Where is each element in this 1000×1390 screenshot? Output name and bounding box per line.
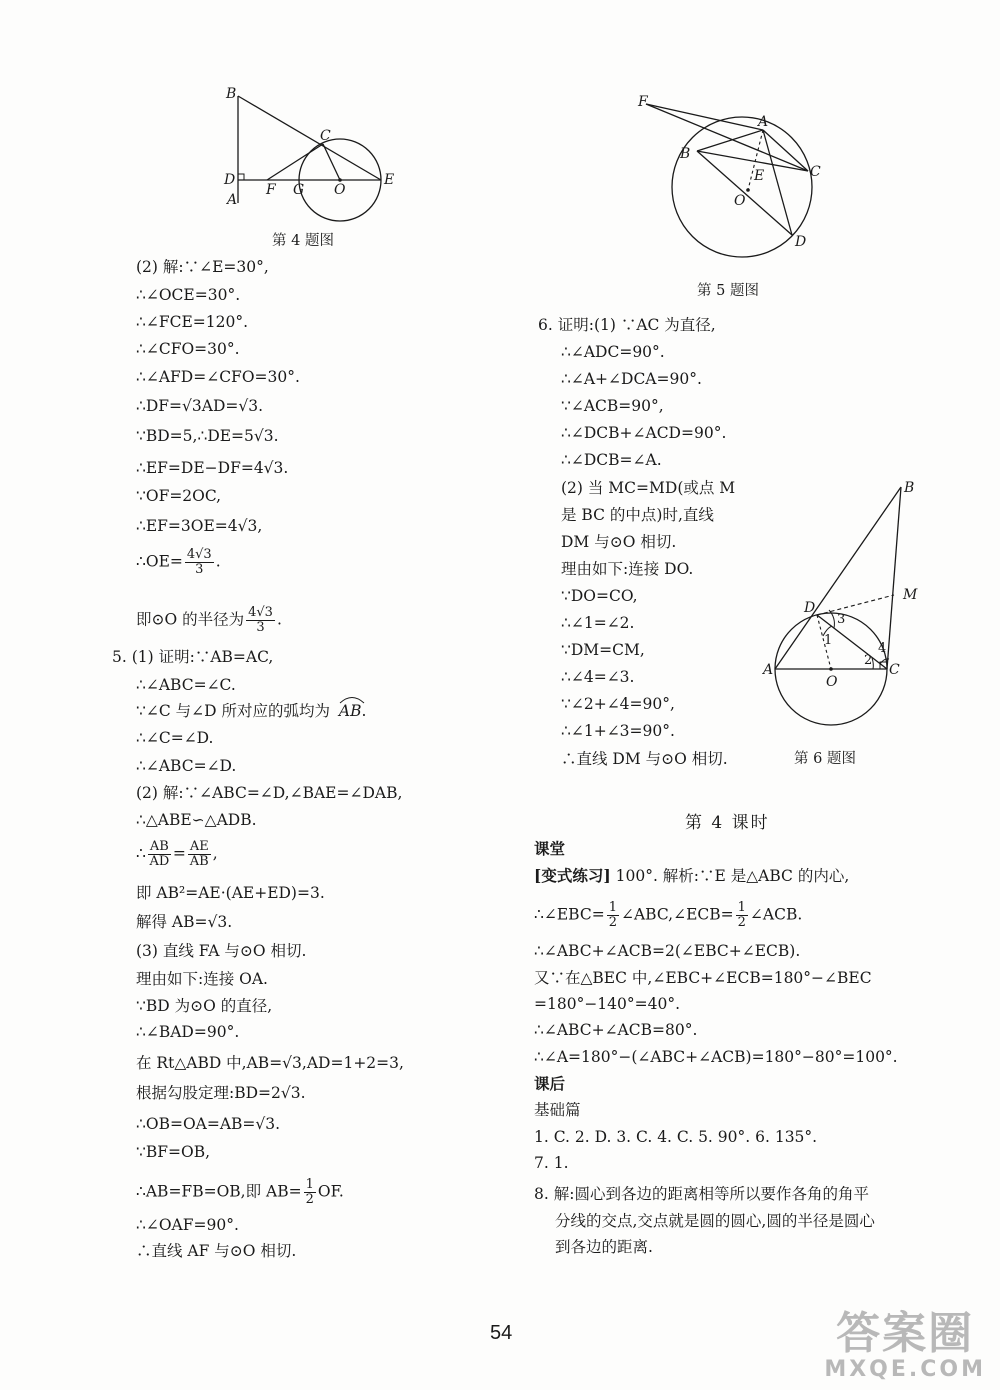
text-line: ∴∠ABC=∠D. [136, 757, 237, 775]
label-O: O [734, 193, 746, 209]
text-line: 6. 证明:(1) ∵AC 为直径, [538, 316, 716, 334]
label-F: F [266, 182, 276, 198]
text-line: ∴∠BAD=90°. [136, 1023, 240, 1041]
label-O: O [334, 182, 346, 198]
text-line: ∴EF=3OE=4√3, [136, 517, 263, 535]
text-line: ∴∠4=∠3. [561, 668, 635, 686]
text-line: 理由如下:连接 DO. [561, 560, 694, 578]
text-line: 解得 AB=√3. [136, 913, 233, 931]
answer-line: 8. 解:圆心到各边的距离相等所以要作各角的角平 [534, 1185, 869, 1203]
text-line: ∴∠ADC=90°. [561, 343, 665, 361]
text-line: ∴OB=OA=AB=√3. [136, 1115, 281, 1133]
angle-3: 3 [837, 612, 846, 627]
watermark [824, 1297, 986, 1382]
label-A: A [758, 114, 769, 130]
figure-5-diagram [630, 92, 830, 262]
text-line: ∴∠DCB=∠A. [561, 451, 662, 469]
text-line: ∴∠1+∠3=90°. [561, 722, 675, 740]
text-line: ∴∠AFD=∠CFO=30°. [136, 368, 300, 386]
label-M: M [903, 587, 918, 603]
text-line: ∴∠A+∠DCA=90°. [561, 370, 702, 388]
text-line: ∴∠A=180°−(∠ABC+∠ACB)=180°−80°=100°. [534, 1048, 898, 1066]
class-label: 课堂 [534, 839, 566, 858]
text-line: ∴∠FCE=120°. [136, 313, 249, 331]
arc-line: ∵∠C 与∠D 所对应的弧均为 AB. [136, 701, 366, 721]
ratio-equation: ∴ $\frac{AB}{AD}$ = $\frac{AE}{AB}$ , [136, 839, 218, 869]
oe-equation: ∴OE= $\frac{4√3}{3}$ . [136, 547, 221, 577]
label-F: F [638, 94, 648, 110]
answer-line: 分线的交点,交点就是圆的圆心,圆的半径是圆心 [555, 1212, 875, 1230]
figure-5-caption: 第 5 题图 [697, 283, 759, 299]
text-line: 5. (1) 证明:∵AB=AC, [112, 648, 274, 666]
basic-label: 基础篇 [534, 1101, 581, 1119]
label-O: O [826, 674, 838, 690]
text-line: ∴∠DCB+∠ACD=90°. [561, 424, 727, 442]
label-C: C [889, 662, 900, 678]
text-line: ∴直线 DM 与⊙O 相切. [561, 750, 728, 768]
text-line: 根据勾股定理:BD=2√3. [136, 1084, 306, 1102]
label-A: A [763, 662, 774, 678]
angle-4: 4 [878, 641, 887, 656]
label-E: E [384, 172, 395, 188]
page-number: 54 [490, 1322, 513, 1344]
watermark-logo: 答案圈 [836, 1308, 975, 1359]
answer-line: 7. 1. [534, 1154, 569, 1172]
text-line: (2) 解:∵∠ABC=∠D,∠BAE=∠DAB, [136, 784, 403, 802]
text-line: ∴∠CFO=30°. [136, 340, 240, 358]
half-equation: ∴AB=FB=OB,即 AB= $\frac{1}{2}$ OF. [136, 1177, 344, 1207]
label-G: G [293, 182, 305, 198]
angle-2: 2 [864, 653, 873, 668]
text-line: ∵DO=CO, [561, 587, 638, 605]
label-C: C [320, 128, 331, 144]
answer-line: 1. C. 2. D. 3. C. 4. C. 5. 90°. 6. 135°. [534, 1128, 818, 1146]
text-line: (2) 当 MC=MD(或点 M [561, 479, 736, 497]
text-line: ∴EF=DE−DF=4√3. [136, 459, 289, 477]
label-B: B [680, 146, 691, 162]
answer-line: 到各边的距离. [555, 1238, 653, 1256]
text-line: 是 BC 的中点)时,直线 [561, 506, 714, 524]
label-C: C [810, 164, 821, 180]
figure-6-caption: 第 6 题图 [794, 751, 856, 767]
label-D: D [804, 600, 816, 616]
text-line: ∴直线 AF 与⊙O 相切. [136, 1242, 297, 1260]
text-line: ∴∠OCE=30°. [136, 286, 241, 304]
text-line: ∴△ABE∽△ADB. [136, 811, 257, 829]
label-E: E [754, 168, 765, 184]
label-B: B [904, 480, 915, 496]
after-class-label: 课后 [534, 1074, 566, 1093]
text-line: (3) 直线 FA 与⊙O 相切. [136, 942, 307, 960]
text-line: =180°−140°=40°. [534, 995, 681, 1013]
text-line: ∴∠C=∠D. [136, 729, 214, 747]
figure-4-diagram [215, 82, 405, 222]
radius-equation: 即⊙O 的半径为 $\frac{4√3}{3}$ . [136, 605, 282, 635]
text-line: ∴∠1=∠2. [561, 614, 635, 632]
label-B: B [226, 86, 237, 102]
half-angle-line: ∴∠EBC= $\frac{1}{2}$ ∠ABC,∠ECB= $\frac{1}{2}$ ∠ACB. [534, 900, 803, 930]
text-line: 理由如下:连接 OA. [136, 970, 268, 988]
text-line: ∴DF=√3AD=√3. [136, 397, 264, 415]
text-line: ∵BD=5,∴DE=5√3. [136, 427, 279, 445]
text-line: ∵∠2+∠4=90°, [561, 695, 675, 713]
label-D: D [795, 234, 807, 250]
angle-1: 1 [824, 633, 833, 648]
text-line: ∵BF=OB, [136, 1143, 211, 1161]
lesson-title: 第 4 课时 [685, 813, 770, 833]
text-line: ∵OF=2OC, [136, 487, 222, 505]
text-line: DM 与⊙O 相切. [561, 533, 677, 551]
label-A: A [227, 192, 238, 208]
text-line: (2) 解:∵∠E=30°, [136, 258, 269, 276]
text-line: 即 AB²=AE·(AE+ED)=3. [136, 884, 325, 902]
variant-line: [变式练习] 100°. 解析:∵E 是△ABC 的内心, [534, 866, 850, 885]
text-line: ∴∠OAF=90°. [136, 1216, 239, 1234]
text-line: ∴∠ABC+∠ACB=80°. [534, 1021, 698, 1039]
figure-6-diagram [760, 478, 930, 748]
text-line: 又∵在△BEC 中,∠EBC+∠ECB=180°−∠BEC [534, 969, 872, 987]
text-line: 在 Rt△ABD 中,AB=√3,AD=1+2=3, [136, 1054, 404, 1072]
text-line: ∴∠ABC=∠C. [136, 676, 236, 694]
figure-4-caption: 第 4 题图 [272, 233, 334, 249]
text-line: ∴∠ABC+∠ACB=2(∠EBC+∠ECB). [534, 942, 801, 960]
label-D: D [224, 172, 236, 188]
watermark-url: MXQE.COM [824, 1357, 986, 1382]
text-line: ∵BD 为⊙O 的直径, [136, 997, 273, 1015]
text-line: ∵DM=CM, [561, 641, 645, 659]
text-line: ∵∠ACB=90°, [561, 397, 664, 415]
